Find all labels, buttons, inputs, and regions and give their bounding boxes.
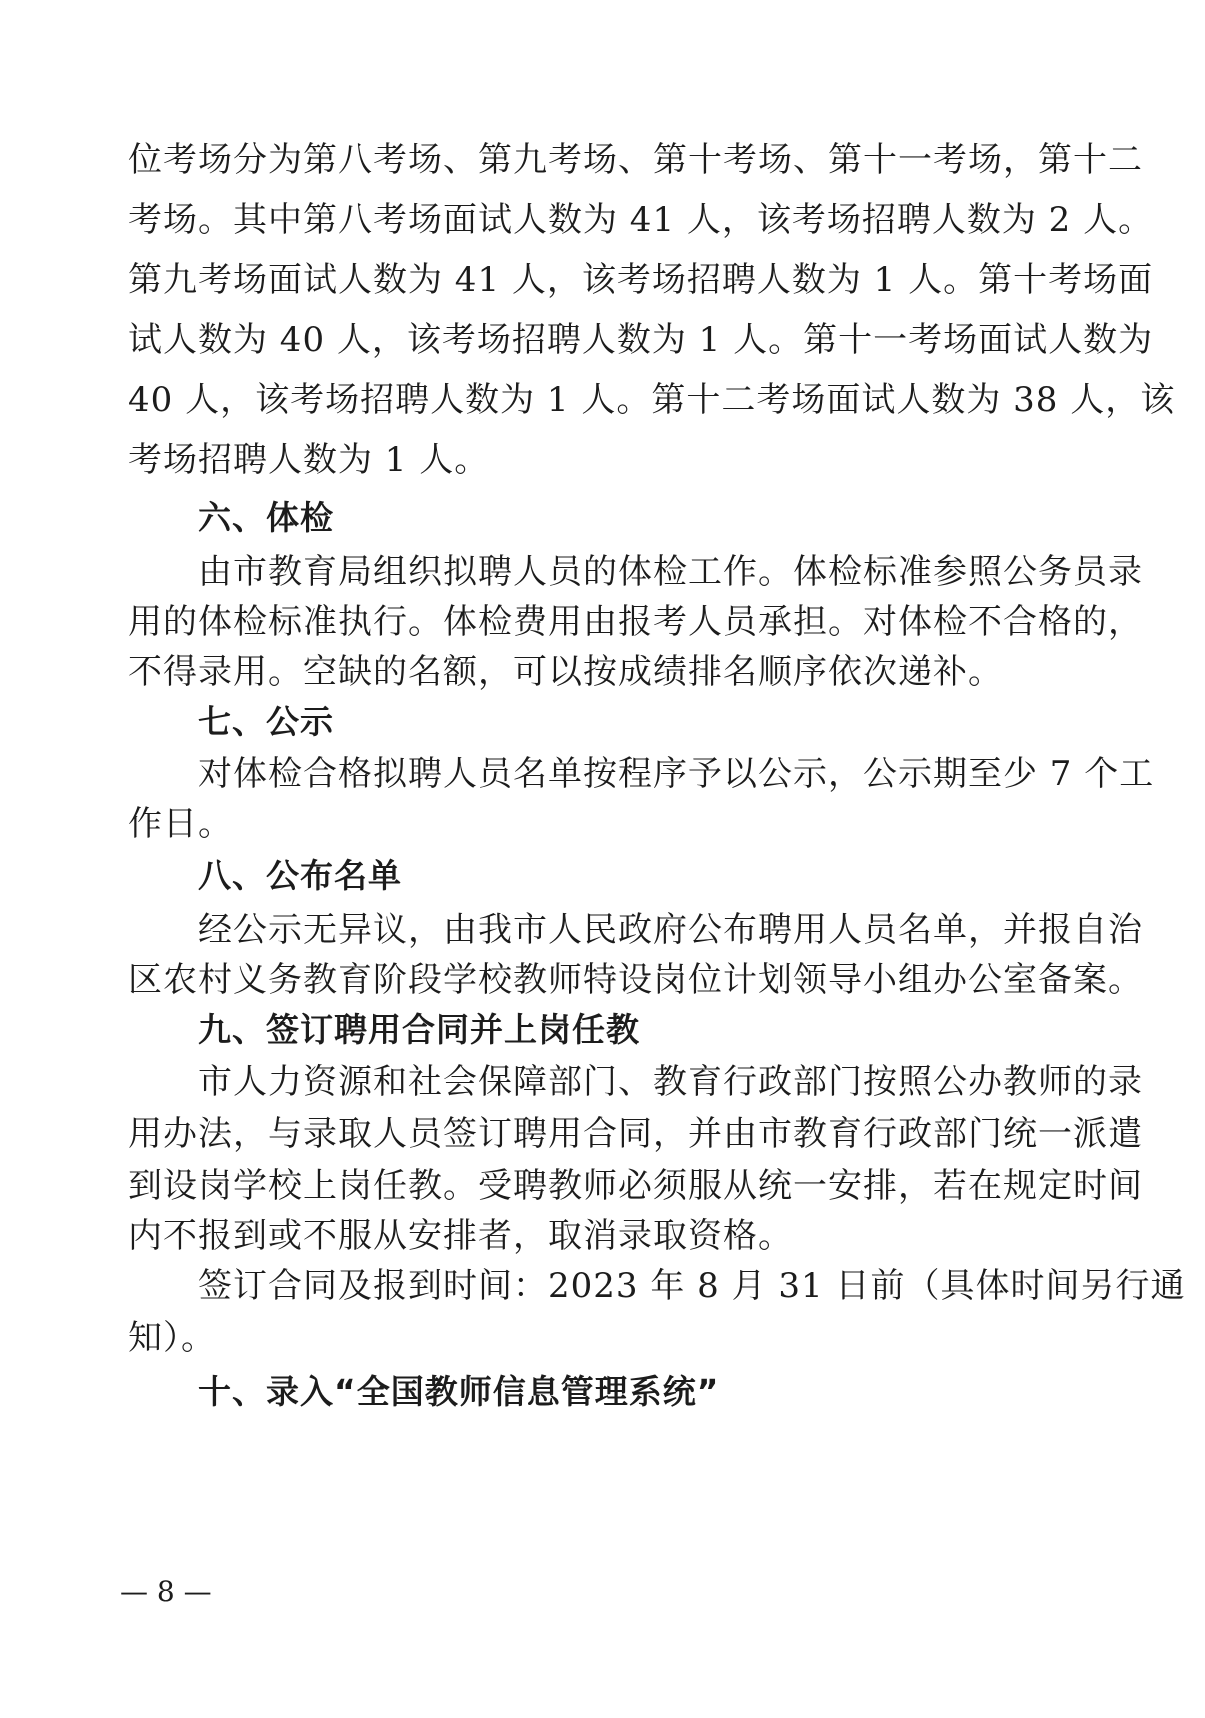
section-heading-10: 十、录入“全国教师信息管理系统” [198,1372,720,1411]
section-heading-9: 九、签订聘用合同并上岗任教 [198,1010,640,1049]
body-line: 考场招聘人数为 1 人。 [128,440,490,480]
body-line: 考场。其中第八考场面试人数为 41 人，该考场招聘人数为 2 人。 [128,200,1154,240]
body-line: 知）。 [128,1318,216,1358]
body-line: 到设岗学校上岗任教。受聘教师必须服从统一安排，若在规定时间 [128,1166,1143,1206]
section-heading-6: 六、体检 [198,498,334,537]
body-line: 不得录用。空缺的名额，可以按成绩排名顺序依次递补。 [128,652,1003,692]
body-line: 签订合同及报到时间：2023 年 8 月 31 日前（具体时间另行通 [198,1266,1186,1306]
body-line: 作日。 [128,804,233,844]
body-line: 经公示无异议，由我市人民政府公布聘用人员名单，并报自治 [198,910,1143,950]
body-line: 由市教育局组织拟聘人员的体检工作。体检标准参照公务员录 [198,552,1143,592]
body-line: 第九考场面试人数为 41 人，该考场招聘人数为 1 人。第十考场面 [128,260,1154,300]
body-line: 40 人，该考场招聘人数为 1 人。第十二考场面试人数为 38 人，该 [128,380,1176,420]
body-line: 市人力资源和社会保障部门、教育行政部门按照公办教师的录 [198,1062,1143,1102]
body-line: 对体检合格拟聘人员名单按程序予以公示，公示期至少 7 个工 [198,754,1155,794]
page-number: — 8 — [120,1575,212,1608]
body-line: 位考场分为第八考场、第九考场、第十考场、第十一考场，第十二 [128,140,1143,180]
body-line: 用的体检标准执行。体检费用由报考人员承担。对体检不合格的， [128,602,1143,642]
body-line: 区农村义务教育阶段学校教师特设岗位计划领导小组办公室备案。 [128,960,1143,1000]
body-line: 用办法，与录取人员签订聘用合同，并由市教育行政部门统一派遣 [128,1114,1143,1154]
body-line: 内不报到或不服从安排者，取消录取资格。 [128,1216,793,1256]
body-line: 试人数为 40 人，该考场招聘人数为 1 人。第十一考场面试人数为 [128,320,1154,360]
section-heading-8: 八、公布名单 [198,856,402,895]
section-heading-7: 七、公示 [198,702,334,741]
